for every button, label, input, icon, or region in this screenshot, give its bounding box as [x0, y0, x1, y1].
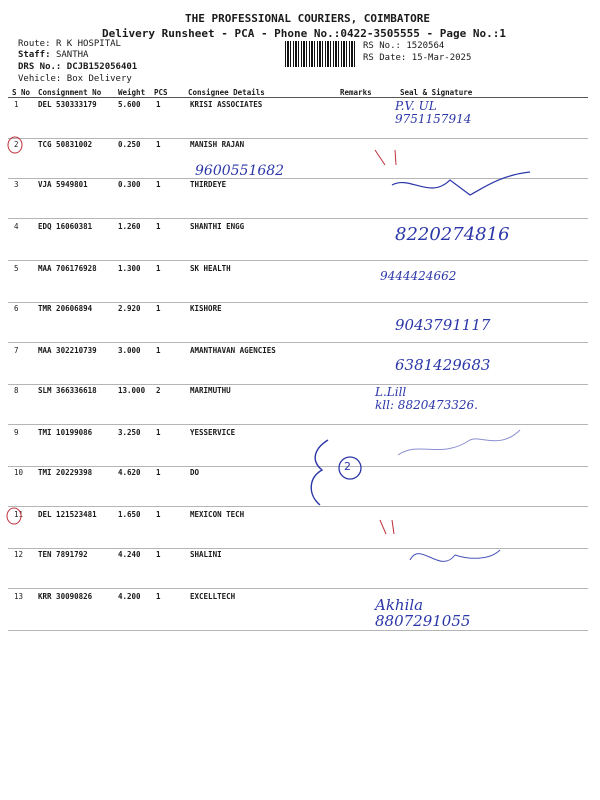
route-label: Route: [18, 39, 51, 49]
weight: 2.920 [118, 304, 141, 313]
consignee-name: MANISH RAJAN [190, 140, 245, 149]
col-weight: Weight [118, 88, 146, 97]
consignee-name: SHALINI [190, 550, 222, 559]
pcs: 1 [156, 468, 161, 477]
pcs: 1 [156, 100, 161, 109]
handwritten-signature: P.V. UL 9751157914 [395, 99, 472, 126]
scribble-row12 [410, 550, 500, 561]
handwritten-signature: 6381429683 [395, 356, 491, 374]
consignment-no: KRR 30090826 [38, 592, 93, 601]
col-consignee: Consignee Details [188, 88, 265, 97]
pcs: 1 [156, 304, 161, 313]
col-remarks: Remarks [340, 88, 372, 97]
consignment-no: TMI 20229398 [38, 468, 93, 477]
pcs: 2 [156, 386, 161, 395]
circle-row-2-mark [8, 137, 22, 153]
runsheet-title: Delivery Runsheet - PCA - Phone No.:0422-3505555 - Page No.:1 [102, 27, 506, 40]
consignee-name: DO [190, 468, 200, 477]
pcs: 1 [156, 264, 161, 273]
red-tick-row2 [375, 150, 396, 165]
sno: 9 [14, 428, 19, 437]
brace-mark [311, 440, 328, 505]
route-value: R K HOSPITAL [55, 39, 121, 49]
pcs: 1 [156, 222, 161, 231]
col-seal-signature: Seal & Signature [400, 88, 473, 97]
sno: 6 [14, 304, 19, 313]
weight: 1.260 [118, 222, 141, 231]
consignee-name: YESSERVICE [190, 428, 236, 437]
weight: 1.300 [118, 264, 141, 273]
company-title: THE PROFESSIONAL COURIERS, COIMBATORE [185, 12, 431, 25]
consignee-name: KRISI ASSOCIATES [190, 100, 263, 109]
weight: 0.300 [118, 180, 141, 189]
weight: 3.250 [118, 428, 141, 437]
sno: 5 [14, 264, 19, 273]
consignment-no: MAA 706176928 [38, 264, 97, 273]
sno: 7 [14, 346, 19, 355]
weight: 13.000 [118, 386, 146, 395]
weight: 4.620 [118, 468, 141, 477]
weight: 3.000 [118, 346, 141, 355]
staff-label: Staff: [18, 50, 51, 60]
weight: 5.600 [118, 100, 141, 109]
circle-row-11-mark [7, 508, 24, 524]
col-consignment: Consignment No [38, 88, 102, 97]
pcs: 1 [156, 346, 161, 355]
consignment-no: EDQ 16060381 [38, 222, 93, 231]
pcs: 1 [156, 550, 161, 559]
sno: 2 [14, 140, 19, 149]
col-sno: S No [12, 88, 31, 97]
red-tick-row11 [380, 520, 394, 534]
rs-no-label: RS No.: [363, 41, 401, 51]
pcs: 1 [156, 180, 161, 189]
consignment-no: TCG 50831002 [38, 140, 93, 149]
scribble-row3 [392, 172, 530, 195]
handwritten-signature: 9600551682 [195, 163, 285, 179]
handwritten-signature: L.Lill kll: 8820473326. [375, 385, 478, 412]
handwritten-signature: Akhila 8807291055 [375, 596, 471, 630]
col-pcs: PCS [154, 88, 168, 97]
pcs: 1 [156, 592, 161, 601]
sno: 13 [14, 592, 24, 601]
handwritten-signature: 9444424662 [380, 269, 457, 283]
faint-scribble-row9 [398, 430, 520, 455]
consignee-name: KISHORE [190, 304, 222, 313]
consignee-name: EXCELLTECH [190, 592, 236, 601]
sno: 12 [14, 550, 24, 559]
rs-date-label: RS Date: [363, 53, 407, 63]
consignment-no: TMR 20606894 [38, 304, 93, 313]
sno: 8 [14, 386, 19, 395]
sno: 10 [14, 468, 24, 477]
weight: 0.250 [118, 140, 141, 149]
consignee-name: AMANTHAVAN AGENCIES [190, 346, 276, 355]
consignee-name: MARIMUTHU [190, 386, 231, 395]
sno: 3 [14, 180, 19, 189]
staff-value: SANTHA [55, 50, 89, 60]
consignee-name: MEXICON TECH [190, 510, 245, 519]
handwritten-signature: 9043791117 [395, 316, 491, 334]
weight: 1.650 [118, 510, 141, 519]
consignee-name: THIRDEYE [190, 180, 227, 189]
consignment-no: DEL 121523481 [38, 510, 97, 519]
consignee-name: SHANTHI ENGG [190, 222, 245, 231]
rs-date-value: 15-Mar-2025 [411, 53, 472, 63]
consignment-no: TMI 10199086 [38, 428, 93, 437]
consignment-no: VJA 5949801 [38, 180, 88, 189]
pcs: 1 [156, 428, 161, 437]
rs-no-value: 1520564 [406, 41, 445, 51]
sno: 11 [14, 510, 24, 519]
pcs: 1 [156, 140, 161, 149]
drs-value: DCJB152056401 [66, 62, 138, 72]
consignment-no: MAA 302210739 [38, 346, 97, 355]
weight: 4.200 [118, 592, 141, 601]
consignment-no: DEL 530333179 [38, 100, 97, 109]
pcs: 1 [156, 510, 161, 519]
consignment-no: TEN 7891792 [38, 550, 88, 559]
consignment-no: SLM 366336618 [38, 386, 97, 395]
ring-number: 2 [344, 460, 351, 473]
drs-label: DRS No.: [18, 62, 62, 72]
handwritten-signature: 8220274816 [395, 224, 510, 245]
consignee-name: SK HEALTH [190, 264, 231, 273]
weight: 4.240 [118, 550, 141, 559]
sno: 4 [14, 222, 19, 231]
vehicle-value: Box Delivery [66, 74, 132, 84]
sno: 1 [14, 100, 19, 109]
vehicle-label: Vehicle: [18, 74, 62, 84]
